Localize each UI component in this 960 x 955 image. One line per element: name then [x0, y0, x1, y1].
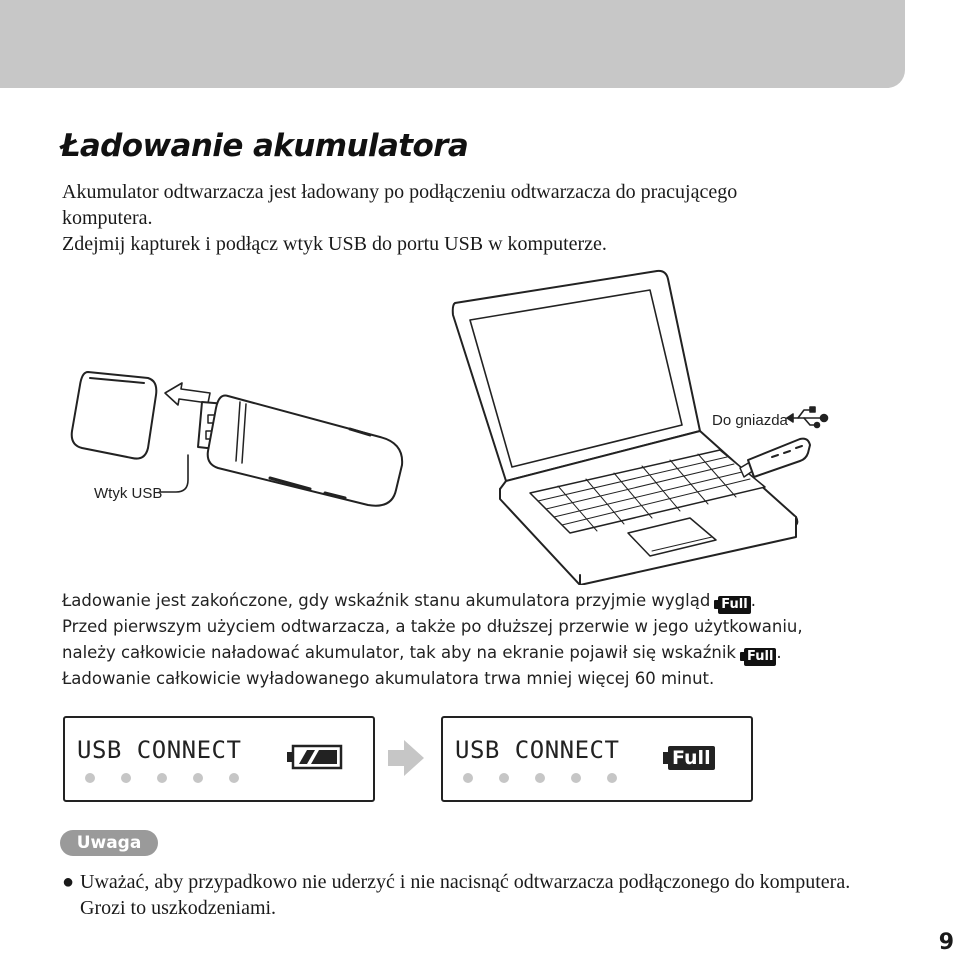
note-line-2: Grozi to uszkodzeniami.: [80, 897, 277, 919]
socket-label: Do gniazda: [712, 412, 788, 429]
progress-dots: [463, 773, 617, 783]
note-badge: Uwaga: [60, 830, 158, 856]
dot: [571, 773, 581, 783]
dot: [535, 773, 545, 783]
usb-connection-illustration: [60, 265, 840, 585]
intro-line-3: Zdejmij kapturek i podłącz wtyk USB do portu USB w komputerze.: [62, 233, 607, 255]
battery-full-label: Full: [668, 746, 715, 770]
page-title: Ładowanie akumulatora: [60, 128, 469, 164]
note-text: [62, 869, 922, 921]
full-icon-text: Full: [718, 596, 750, 614]
full-icon-text: Full: [744, 648, 776, 666]
usb-plug-label: Wtyk USB: [94, 485, 163, 502]
charging-line-3-text: należy całkowicie naładować akumulator, tak aby na ekranie pojawił się wskaźnik: [62, 643, 736, 662]
charging-line-4: Ładowanie całkowicie wyładowanego akumulatora trwa mniej więcej 60 minut.: [62, 669, 715, 688]
arrow-right-icon: [386, 738, 426, 778]
battery-charging-icon: [287, 744, 343, 770]
note-line-1: Uważać, aby przypadkowo nie uderzyć i nie nacisnąć odtwarzacza podłączonego do komputera.: [80, 871, 851, 893]
charging-line-1-end: .: [750, 591, 756, 610]
intro-line-1: Akumulator odtwarzacza jest ładowany po podłączeniu odtwarzacza do pracującego: [62, 181, 738, 203]
dot: [229, 773, 239, 783]
charging-line-1: [62, 588, 912, 614]
connected-player-icon: [740, 439, 810, 477]
intro-text: [62, 179, 862, 257]
page-number: 9: [938, 930, 954, 955]
display-text: USB CONNECT: [77, 736, 242, 764]
display-text: USB CONNECT: [455, 736, 620, 764]
dot: [85, 773, 95, 783]
charging-line-2: Przed pierwszym użyciem odtwarzacza, a także po dłuższej przerwie w jego użytkowaniu,: [62, 617, 803, 636]
bullet-icon: ●: [62, 871, 75, 893]
dot: [157, 773, 167, 783]
dot: [463, 773, 473, 783]
intro-line-2: komputera.: [62, 207, 153, 229]
charging-info: [62, 588, 912, 692]
dot: [121, 773, 131, 783]
charging-line-3-end: .: [776, 643, 782, 662]
dot: [607, 773, 617, 783]
usb-symbol-icon: [787, 407, 828, 428]
display-full: [441, 716, 753, 802]
display-charging: [63, 716, 375, 802]
dot: [193, 773, 203, 783]
progress-dots: [85, 773, 239, 783]
battery-full-icon: [740, 648, 776, 666]
charging-line-3: [62, 640, 912, 666]
dot: [499, 773, 509, 783]
usb-cap-icon: [72, 372, 157, 459]
player-icon: [198, 396, 402, 506]
battery-full-icon: [663, 746, 715, 770]
battery-full-icon: [714, 596, 750, 614]
charging-line-1-text: Ładowanie jest zakończone, gdy wskaźnik stanu akumulatora przyjmie wygląd: [62, 591, 711, 610]
header-band: [0, 0, 905, 88]
